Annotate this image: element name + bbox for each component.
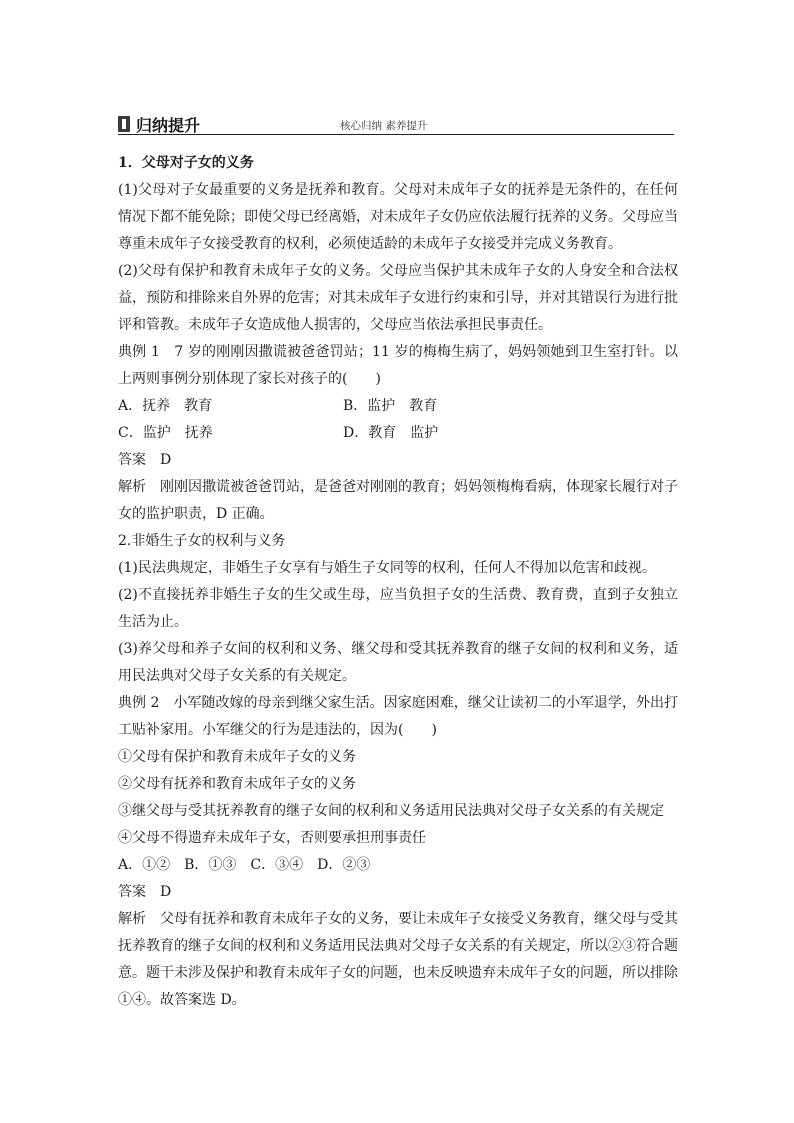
section2-paragraph-2: (2)不直接抚养非婚生子女的生父或生母，应当负担子女的生活费、教育费，直到子女独立生活为止。 <box>118 587 678 630</box>
example1-option-d: D．教育 监护 <box>343 425 439 441</box>
section2-heading: 2.非婚生子女的权利与义务 <box>118 533 286 549</box>
example1-analysis: 解析 刚刚因撒谎被爸爸罚站，是爸爸对刚刚的教育；妈妈领梅梅看病，体现家长履行对子女的监护职责，D 正确。 <box>118 479 678 522</box>
header-subtitle: 核心归纳 素养提升 <box>340 120 428 132</box>
example1-option-b: B．监护 教育 <box>343 398 438 414</box>
example2-options-row <box>118 852 678 879</box>
example2-item-3: ③继父母与受其抚养教育的继子女间的权利和义务适用民法典对父母子女关系的有关规定 <box>118 803 664 819</box>
section1-paragraph-2: (2)父母有保护和教育未成年子女的义务。父母应当保护其未成年子女的人身安全和合法权益，预防和排除来自外界的危害；对其未成年子女进行约束和引导，并对其错误行为进行批评和管教。未成年子女造成他人损害的，父母应当依法承担民事责任。 <box>118 263 678 333</box>
section-header <box>118 112 674 135</box>
example1-option-c: C．监护 抚养 <box>118 425 213 441</box>
example1-answer: 答案 D <box>118 452 172 468</box>
example2-option-c: C．③④ <box>250 857 304 873</box>
example2-item-1: ①父母有保护和教育未成年子女的义务 <box>118 749 356 765</box>
example2-option-b: B．①③ <box>184 857 237 873</box>
example2-option-d: D．②③ <box>317 857 371 873</box>
example1-options-row-1 <box>118 393 678 420</box>
section2-paragraph-3: (3)养父母和养子女间的权利和义务、继父母和受其抚养教育的继子女间的权利和义务，适用民法典对父母子女关系的有关规定。 <box>118 641 678 684</box>
example1-option-a: A．抚养 教育 <box>118 398 213 414</box>
section2-paragraph-1: (1)民法典规定，非婚生子女享有与婚生子女同等的权利，任何人不得加以危害和歧视。 <box>118 560 656 576</box>
example2-item-2: ②父母有抚养和教育未成年子女的义务 <box>118 776 356 792</box>
section1-paragraph-1: (1)父母对子女最重要的义务是抚养和教育。父母对未成年子女的抚养是无条件的，在任何情况下都不能免除；即使父母已经离婚，对未成年子女仍应依法履行抚养的义务。父母应当尊重未成年子女接受教育的权利，必须使适龄的未成年子女接受并完成义务教育。 <box>118 182 678 252</box>
section1-heading: 1．父母对子女的义务 <box>118 155 254 171</box>
example2-analysis: 解析 父母有抚养和教育未成年子女的义务，要让未成年子女接受义务教育，继父母与受其抚养教育的继子女间的权利和义务适用民法典对父母子女关系的有关规定，所以②③符合题意。题干未涉及保护和教育未成年子女的问题，也未反映遗弃未成年子女的问题，所以排除①④。故答案选 D。 <box>118 911 678 1008</box>
example2-question: 典例 2 小军随改嫁的母亲到继父家生活。因家庭困难，继父让读初二的小军退学，外出打工贴补家用。小军继父的行为是违法的，因为( ) <box>118 695 678 738</box>
header-marker-icon <box>118 116 130 132</box>
example2-answer: 答案 D <box>118 884 172 900</box>
example2-option-a: A．①② <box>118 857 171 873</box>
main-content <box>118 150 678 1014</box>
header-title: 归纳提升 <box>136 116 201 135</box>
example1-question: 典例 1 7 岁的刚刚因撒谎被爸爸罚站；11 岁的梅梅生病了，妈妈领她到卫生室打针。以上两则事例分别体现了家长对孩子的( ) <box>118 344 678 387</box>
example1-options-row-2 <box>118 420 678 447</box>
example2-item-4: ④父母不得遗弃未成年子女，否则要承担刑事责任 <box>118 830 426 846</box>
